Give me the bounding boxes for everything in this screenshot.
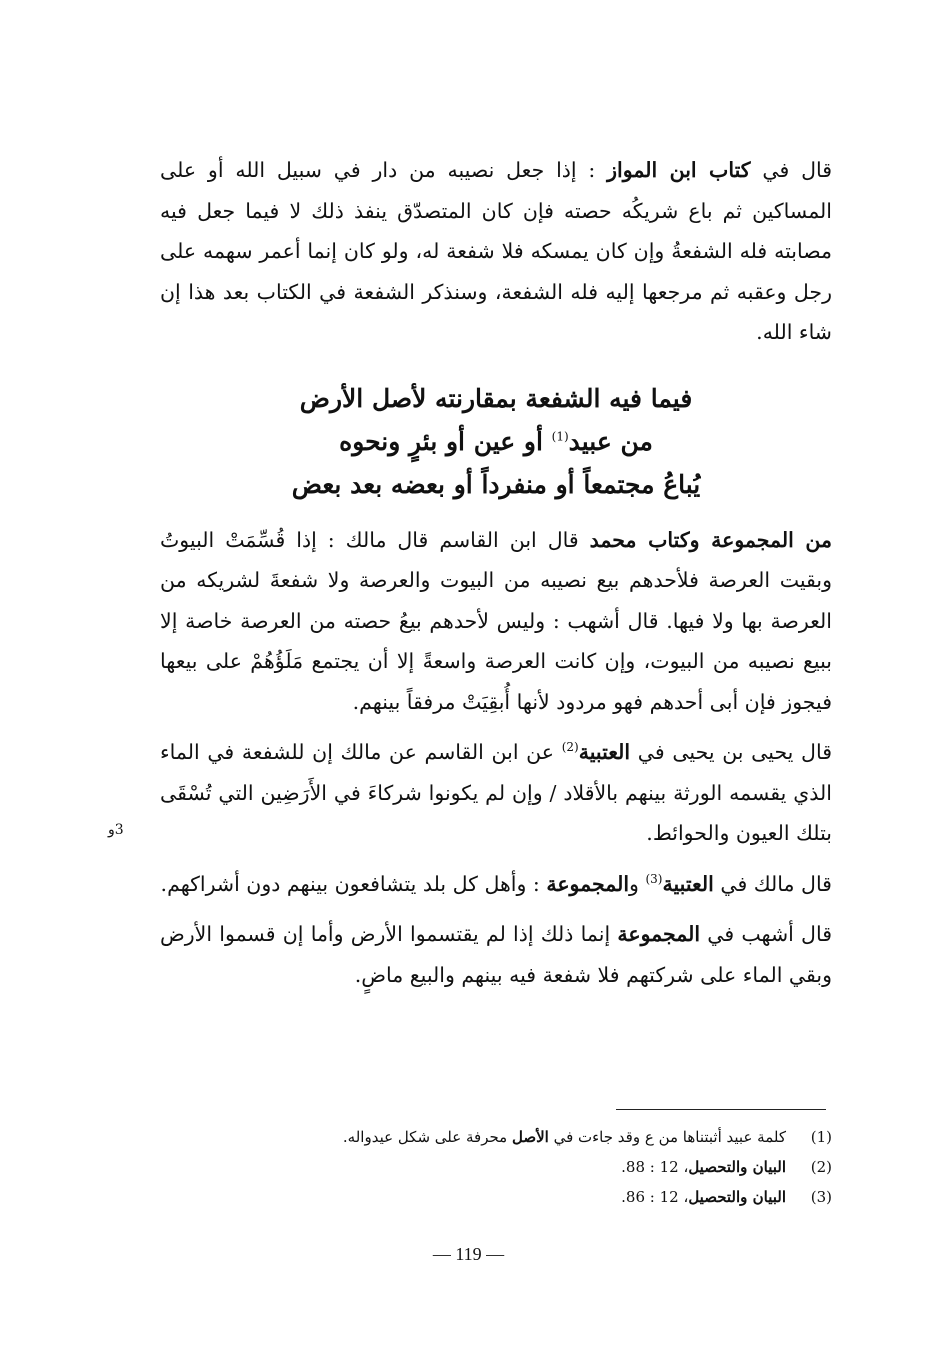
text: : إذا جعل نصيبه من دار في سبيل الله أو على المساكين ثم باع شريكُه حصته فإن كان المتصدّق ينفذ ذلك لا فيما جعل فيه مصابته فله الشفعةُ وإن كان يمسكه فلا شفعة له، ولو كان إنما أعمر سهمه على رجل وعقبه ثم مرجعها إليه فله الشفعة، وسنذكر الشفعة في الكتاب بعد هذا إن شاء الله. — [160, 158, 832, 344]
heading-line-2 — [160, 420, 832, 463]
source-title: كتاب ابن المواز — [607, 158, 751, 182]
paragraph-5 — [160, 914, 832, 995]
source-title: البيان والتحصيل — [688, 1158, 786, 1176]
text: محرفة على شكل عيدواله. — [342, 1128, 512, 1146]
margin-folio-note: 3و — [108, 822, 124, 838]
footnote-text — [260, 1182, 786, 1212]
text: قال أشهب في — [700, 922, 832, 946]
text: قال يحيى بن يحيى في — [630, 740, 832, 764]
text: قال ابن القاسم قال مالك : إذا قُسِّمَتْ البيوتُ وبقيت العرصة فلأحدهم بيع نصيبه من البيوت والعرصة ولا شفعةَ لشريكه من العرصة بها ولا فيها. قال أشهب : وليس لأحدهم بيعُ حصته من العرصة خاصة إلا ببيع نصيبه من البيوت، وإن كانت العرصة واسعةً إلا أن يجتمع مَلَؤُهُمْ على بيعها فيجوز فإن أبى أحدهم فهو مردود لأنها أُبقِيَتْ مرفقاً بينهم. — [160, 527, 832, 714]
source-title: الأصل — [511, 1128, 549, 1146]
text: قال مالك في — [713, 871, 832, 896]
footnote-2 — [260, 1152, 832, 1182]
text: من عبيد — [568, 426, 653, 456]
footnote-ref: (2) — [561, 740, 579, 755]
footnote-number: (2) — [810, 1158, 832, 1176]
footnote-1 — [260, 1122, 832, 1152]
footnote-text — [260, 1122, 786, 1152]
footnotes — [260, 1122, 832, 1212]
text: إنما ذلك إذا لم يقتسموا الأرض وأما إن قسموا الأرض وبقي الماء على شركتهم فلا شفعة فيه بينهم والبيع ماضٍ. — [160, 922, 832, 987]
paragraph-1 — [160, 150, 832, 353]
paragraph-4 — [160, 864, 832, 905]
source-title: العتبية — [662, 871, 714, 896]
paragraph-2 — [160, 520, 832, 723]
text: ، 12 : 86. — [621, 1188, 689, 1206]
source-title: من المجموعة وكتاب محمد — [589, 527, 832, 552]
footnote-text — [260, 1152, 786, 1182]
text: كلمة عبيد أثبتناها من ع وقد جاءت في — [548, 1128, 786, 1146]
source-title: المجموعة — [617, 922, 701, 946]
heading-line-1: فيما فيه الشفعة بمقارنته لأصل الأرض — [299, 383, 693, 413]
text: قال في — [750, 158, 833, 182]
source-title: العتبية — [578, 740, 631, 764]
source-title: البيان والتحصيل — [688, 1188, 786, 1206]
page-number: — 119 — — [432, 1244, 505, 1264]
footnote-number: (1) — [810, 1128, 832, 1146]
footnote-number: (3) — [810, 1188, 832, 1206]
page-body — [160, 150, 832, 995]
footnote-3 — [260, 1182, 832, 1212]
text: عن ابن القاسم عن مالك إن للشفعة في الماء الذي يقسمه الورثة بينهم بالأقلاد / وإن لم يكونوا شركاءَ في الأَرَضِين التي تُسْقَى بتلك العيون والحوائط. — [160, 740, 832, 845]
text: و — [629, 871, 646, 896]
text: أو عين أو بئرٍ ونحوه — [339, 426, 552, 456]
footnote-ref: (3) — [645, 871, 663, 886]
source-title: المجموعة — [546, 871, 630, 896]
text: ، 12 : 88. — [621, 1158, 689, 1176]
footnote-divider — [616, 1109, 826, 1110]
text: : وأهل كل بلد يتشافعون بينهم دون أشراكهم. — [160, 871, 547, 896]
footnote-ref: (1) — [551, 429, 569, 444]
heading-line-3: يُباعُ مجتمعاً أو منفرداً أو بعضه بعد بعض — [291, 469, 701, 499]
paragraph-3 — [160, 732, 832, 854]
section-heading — [160, 377, 832, 506]
